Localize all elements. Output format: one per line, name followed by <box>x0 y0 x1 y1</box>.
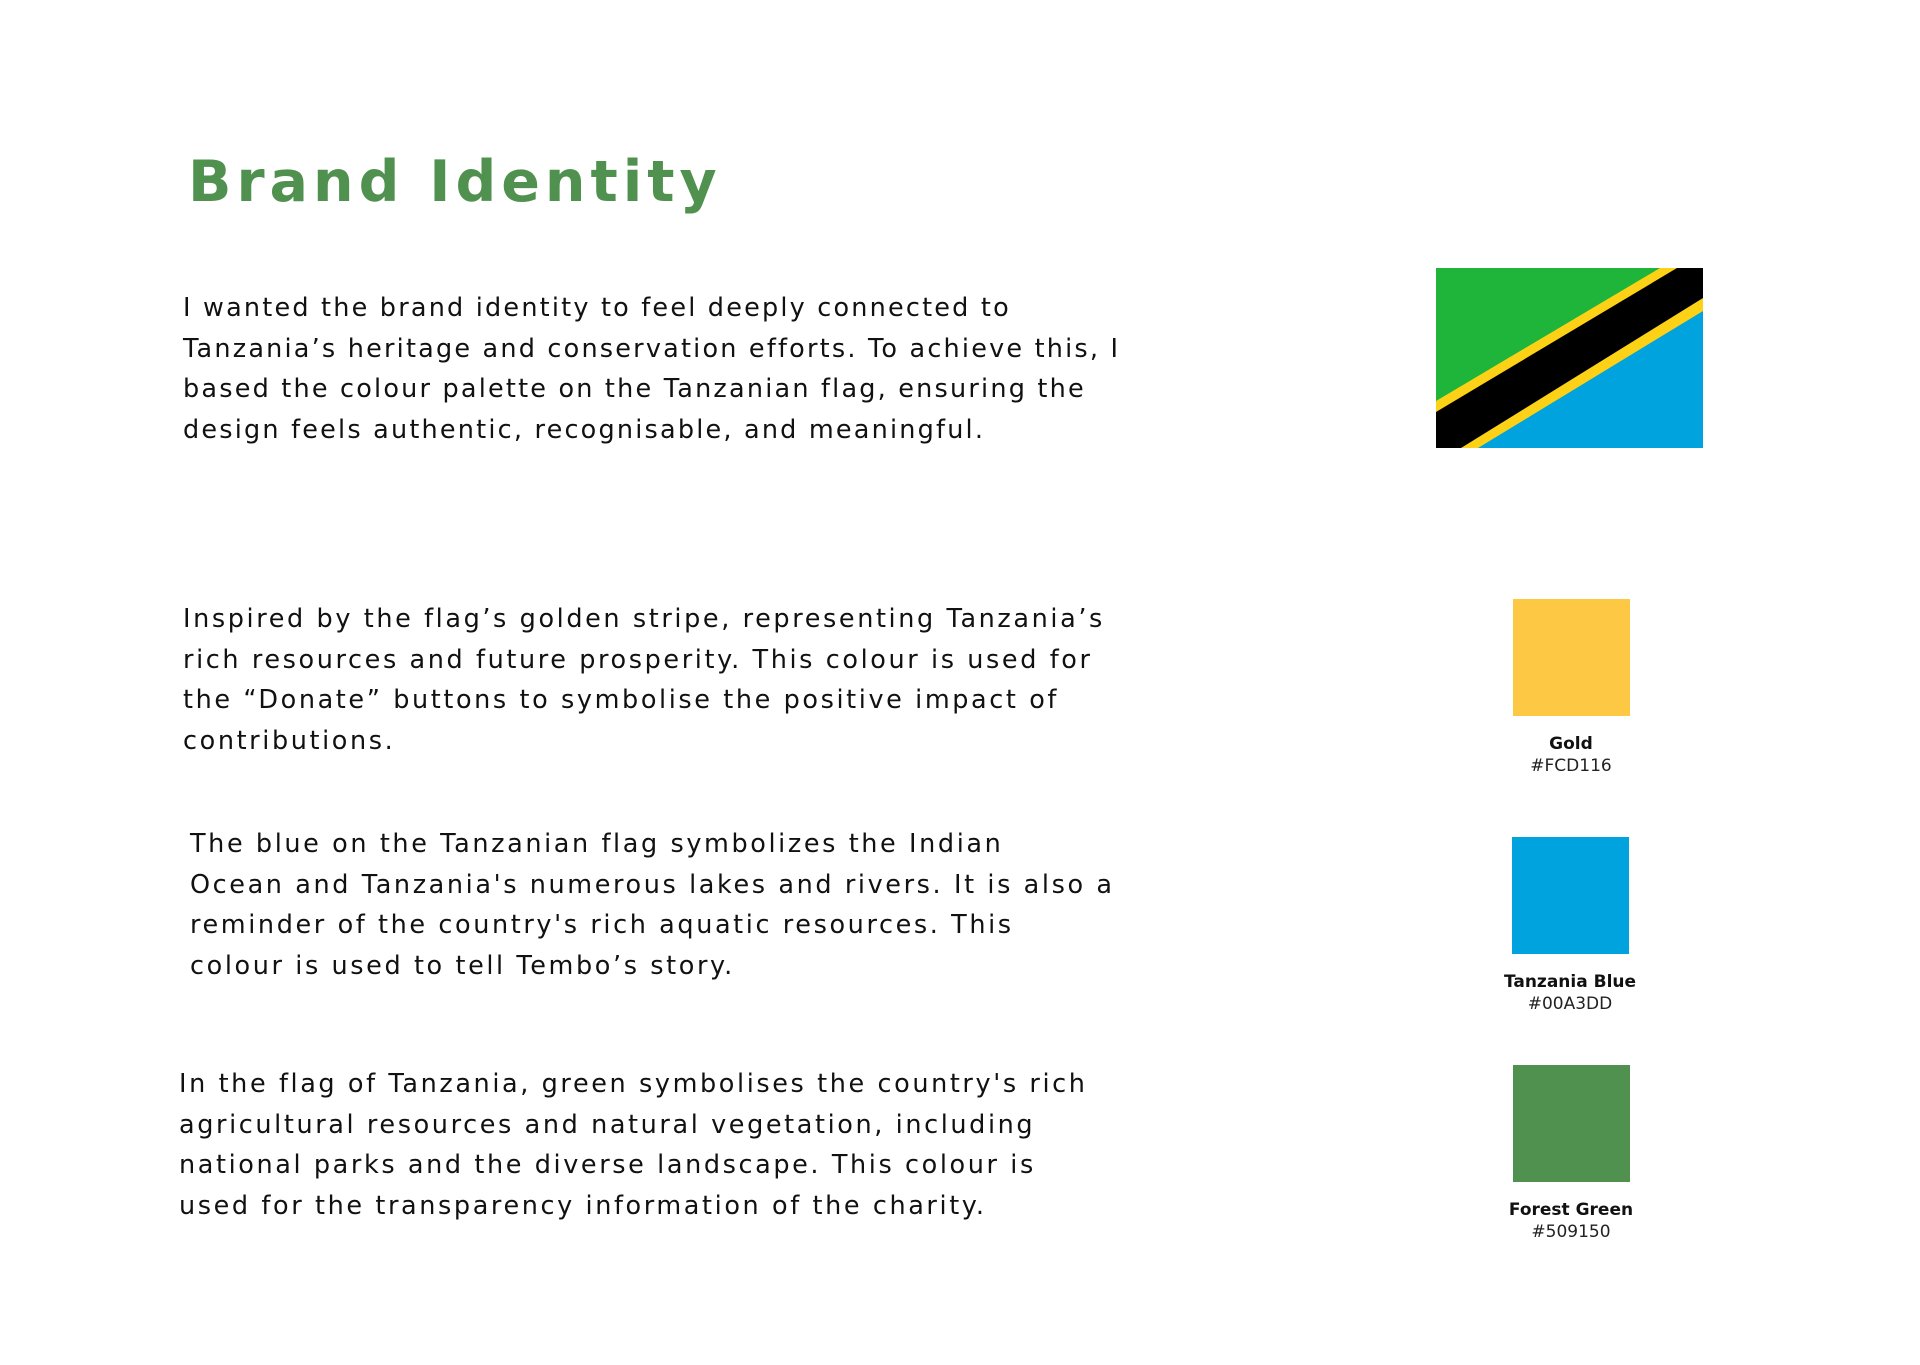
gold-swatch-card <box>1451 599 1691 777</box>
intro-paragraph: I wanted the brand identity to feel deeply connected to Tanzania’s heritage and conservation efforts. To achieve this, I based the colour palette on the Tanzanian flag, ensuring the design feels authentic, recognisable, and meaningful. <box>183 293 1121 445</box>
green-description: In the flag of Tanzania, green symbolises the country's rich agricultural resources and natural vegetation, including national parks and the diverse landscape. This colour is used for the transparency information of the charity. <box>179 1069 1088 1221</box>
gold-description: Inspired by the flag’s golden stripe, representing Tanzania’s rich resources and future prosperity. This colour is used for the “Donate” buttons to symbolise the positive impact of contributions. <box>183 604 1105 756</box>
blue-swatch-card <box>1450 837 1690 1015</box>
page-title: Brand Identity <box>188 149 722 215</box>
gold-swatch <box>1513 599 1630 716</box>
green-swatch-name: Forest Green <box>1508 1200 1634 1220</box>
blue-swatch-hex: #00A3DD <box>1527 994 1613 1014</box>
green-swatch-card <box>1451 1065 1691 1243</box>
blue-description: The blue on the Tanzanian flag symbolizes the Indian Ocean and Tanzania's numerous lakes and rivers. It is also a reminder of the country's rich aquatic resources. This colour is used to tell Tembo’s story. <box>190 829 1115 981</box>
tanzania-flag-icon <box>1436 268 1703 448</box>
green-swatch <box>1513 1065 1630 1182</box>
blue-swatch-name: Tanzania Blue <box>1503 972 1637 992</box>
gold-swatch-hex: #FCD116 <box>1530 756 1612 776</box>
gold-swatch-name: Gold <box>1549 734 1593 754</box>
green-swatch-hex: #509150 <box>1531 1222 1611 1242</box>
blue-swatch <box>1512 837 1629 954</box>
